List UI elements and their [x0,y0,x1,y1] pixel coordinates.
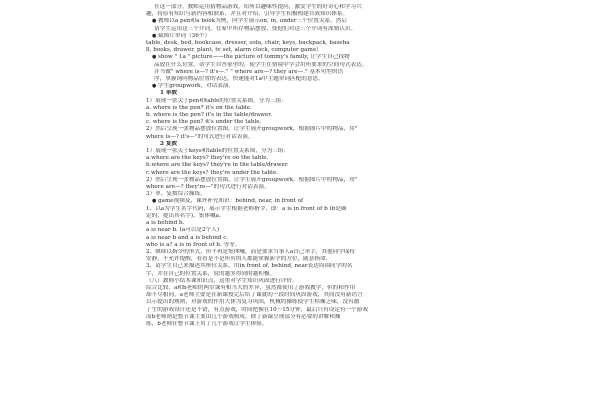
bullet-icon: ● [152,54,157,61]
text-line [146,69,458,76]
text-line [146,18,458,25]
line-text: a.where are the keys? they're on the table. [146,155,269,162]
text-line [146,184,458,191]
line-text: 1、以a为学生名字代码，展示学生根据老师指令，即：a is in front of b (b是确 [146,205,347,212]
text-line [146,162,458,169]
line-text: game视频及，课外补充知识：behind, near, in front of [158,198,304,205]
line-text: 请学生运用这三个介词，在家中所存物品摆放，使他们对这三个介词有深刻认识。 [154,25,357,32]
line-text: show " 1a " picture——the picture of tommy's family, 让学生自己找物 [158,54,350,61]
text-line [146,213,458,220]
line-text: 2）然后呈现一张物品摆放位置图，让学生展开groupwork，根据图片中的物品，用" [146,126,358,133]
line-text: 1 单数 [160,90,178,97]
bullet-icon: ● [152,198,157,205]
text-line [146,285,458,292]
line-text: ll, books, drawer, plant, tv set, alarm clock, computer game） [146,47,322,54]
text-line [146,220,458,227]
line-text: 品放在什么位置，请学生自答家里的，使学生在情境中学会用所要求的空间句式表达。 [154,61,368,68]
line-text: a is near b. (a可以是2个人) [146,227,220,234]
text-line [146,141,458,148]
line-text: 2）然后呈现一张物品摆放位置图，让学生展开groupwork，根据图片中的物品，用" [146,176,358,183]
text-line [146,119,458,126]
line-text: where is—? it's—"的句式进行对话表演。 [146,133,254,140]
line-text: b. where is the pen? it's in the table/drawer. [146,112,273,119]
line-text: 以示提出的规则，对游戏的作用大体为复习巩固，机械的操练使学生枯燥乏味，没有激 [146,299,360,306]
text-line [146,155,458,162]
line-text: 却不尽相同，a老师主要是在新课授完后给了课就的一段时间巩固游戏，其间没有新语言 [146,292,363,299]
line-text: 而b老师则是整节课主要由几个游戏构成，除了新课呈现部分有必要的讲解和操 [146,313,341,320]
text-line [146,83,458,90]
document-body [146,4,458,328]
text-line [146,90,458,97]
text-line [146,105,458,112]
text-line [146,292,458,299]
line-text: a. where is the pen? it's on the table. [146,104,252,111]
line-text: 1）展现一张关于pen和table的位置关系图，分为三组： [146,97,287,104]
line-text: 了生的游戏设计还是不错，有点游戏，时间把握在10～15分钟，最后只有设定有一个游戏 [146,306,369,313]
line-text: 字，并在自己的位置关系，说的越多得到的越积极。 [146,270,276,277]
line-text: a is behind b. [146,220,185,227]
text-line [146,170,458,177]
text-line [146,26,458,33]
line-text: 趣，将原有知识与新内容相联系，并且对介绍，引导学生积极构建自我知识体系。 [146,11,349,18]
line-text: 3）单、复数综合操练。 [146,191,206,198]
line-text: 教师以a pen和a book为例，向学生展示on, in, under三个位置关系，然后 [158,18,348,25]
text-line [146,33,458,40]
line-text: c.where are the keys? they're under the table. [146,169,278,176]
text-line [146,98,458,105]
text-line [146,11,458,18]
text-line [146,299,458,306]
text-line [146,321,458,328]
line-text: 2、继续以指令的形式，但不再是集体喊，而是要求当事人a自己举手，其他同学保持 [146,248,356,255]
text-line [146,76,458,83]
line-text: （八）教师小结本课知识点，这重对学生知识巩固进行评价。 [146,277,298,284]
text-line [146,227,458,234]
line-text: table, desk, bed, bookcase, dresser, sofa, chair, keys, backpack, baseba [146,40,350,47]
line-text: c. where is the pen? it's under the table. [146,119,262,126]
text-line [146,235,458,242]
text-line [146,40,458,47]
line-text: 序，掌握询问物品位置的表达，快速能对1a中主题单词匹配的意思。 [154,76,324,83]
text-line [146,271,458,278]
text-line [146,126,458,133]
text-line [146,47,458,54]
line-text: 学生groupwork，对话表演。 [158,83,235,90]
text-line [146,307,458,314]
line-text: 3、请学生自己来描述其座位关系，用in front of, behind, near表达周围同学的名 [146,263,353,270]
line-text: 安静，不允许提醒，看看是不是所有的人都能掌握新学的方位，随意指命。 [146,256,332,263]
text-line [146,206,458,213]
line-text: 2 复数 [160,140,178,147]
bullet-icon: ● [152,83,157,90]
line-text: 并当做" where is—? it's—." " where are—? they are—." 基本句型的语 [154,68,344,75]
text-line [146,4,458,11]
bullet-icon: ● [152,32,157,39]
text-line [146,191,458,198]
line-text: who is a? a is in front of b. 等等。 [146,241,241,248]
line-text: 定的，提出其名字)，集体喊a。 [146,212,225,219]
text-line [146,54,458,61]
text-line [146,256,458,263]
text-line [146,177,458,184]
line-text: 1）展现一张关于keys和table的位置关系图，分为三组： [146,148,290,155]
text-line [146,112,458,119]
line-text: 练，b老师在整节课上用了几个游戏让学生体验。 [146,320,268,327]
line-text: 截图片单词（36个） [158,32,211,39]
text-line [146,148,458,155]
text-line [146,134,458,141]
text-line [146,198,458,205]
line-text: b.where are the keys? they're in the table/drawer. [146,162,289,169]
line-text: where are—? they're—"的句式进行对话表演。 [146,184,270,191]
line-text: a is near b and a is behind c. [146,234,229,241]
line-text: 在这一部分，教师运用猜物品游戏，给所以趣味性提问，激发学生的好奇心和学习兴 [154,4,362,10]
text-line [146,242,458,249]
bullet-icon: ● [152,18,157,25]
text-line [146,263,458,270]
text-line [146,314,458,321]
text-line [146,278,458,285]
line-text: 综合比较，a和b老师的两堂课有相当大的差异，虽然都使用了游戏教学，但的和作用 [146,284,356,291]
text-line [146,249,458,256]
text-line [146,62,458,69]
